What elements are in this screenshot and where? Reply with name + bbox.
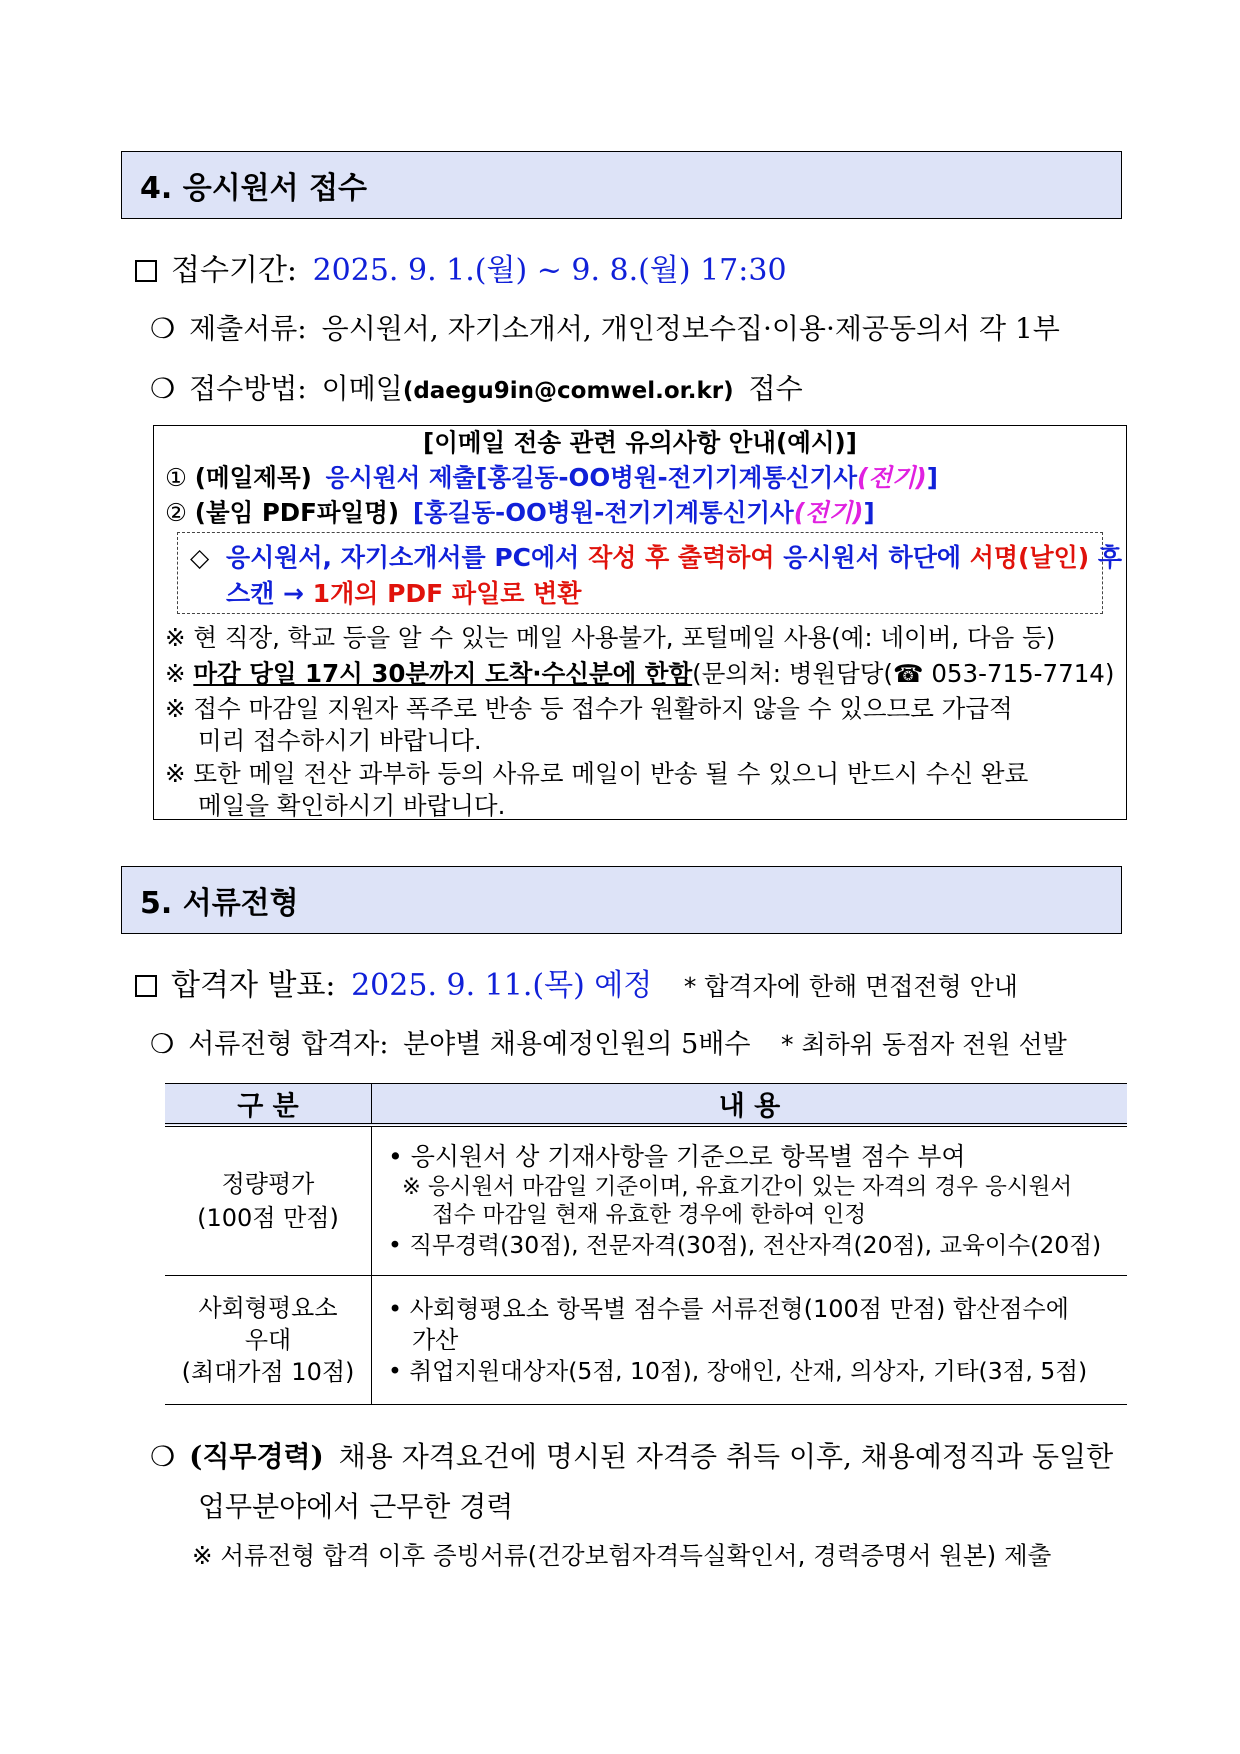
notice-note-4b: 메일을 확인하시기 바랍니다. (198, 791, 506, 820)
row2-cat-b: 우대 (244, 1326, 292, 1354)
notice-note-1: ※ 현 직장, 학교 등을 알 수 있는 메일 사용불가, 포털메일 사용(예: 네이버, 다음 등) (165, 623, 1056, 652)
period-value: 2025. 9. 1.(월) ~ 9. 8.(월) 17:30 (312, 253, 787, 288)
row2-cat-a: 사회형평요소 (198, 1294, 338, 1322)
docs-value: 응시원서, 자기소개서, 개인정보수집·이용·제공동의서 각 1부 (321, 312, 1060, 345)
table-row (165, 1125, 1127, 1276)
notice-title: [이메일 전송 관련 유의사항 안내(예시)] (423, 428, 857, 457)
announce-value: 2025. 9. 11.(목) 예정 (351, 968, 653, 1003)
item2-num: ② (165, 498, 187, 527)
circle-bullet-icon: ❍ (150, 1029, 175, 1060)
method-value: 이메일 (321, 372, 403, 405)
item2-end: ] (863, 498, 875, 527)
row1-l2: ※ 응시원서 마감일 기준이며, 유효기간이 있는 자격의 경우 응시원서 (402, 1174, 1073, 1200)
item2-value: [홍길동-OO병원-전기기계통신기사 (412, 498, 794, 527)
row1-cat-a: 정량평가 (221, 1170, 315, 1198)
circle-bullet-icon: ❍ (150, 372, 176, 405)
announce-label: 합격자 발표: (171, 968, 336, 1003)
row1-content (372, 1125, 1128, 1276)
item1-label: (메일제목) (194, 463, 312, 492)
pass-row (150, 1022, 1067, 1061)
announce-note: * 합격자에 한해 면접전형 안내 (683, 972, 1018, 1001)
period-label: 접수기간 (171, 253, 287, 288)
career-label: (직무경력) (189, 1440, 324, 1473)
pass-label: 서류전형 합격자: (188, 1029, 389, 1060)
section-5-title: 5. 서류전형 (140, 886, 299, 921)
section-4-title: 4. 응시원서 접수 (140, 171, 368, 206)
announce-row (135, 960, 1018, 1004)
inner-a: 응시원서, 자기소개서를 PC에서 (225, 543, 580, 572)
period-row (135, 245, 787, 289)
row2-l1: • 사회형평요소 항목별 점수를 서류전형(100점 만점) 합산점수에 (388, 1294, 1069, 1323)
pass-value: 분야별 채용예정인원의 5배수 (403, 1029, 751, 1060)
inner-g: 1개의 PDF 파일로 변환 (312, 579, 582, 608)
row2-l2: 가산 (412, 1325, 459, 1354)
note2-rest-a: (문의처: 병원담당( (692, 659, 893, 688)
row1-l3: 접수 마감일 현재 유효한 경우에 한하여 인정 (432, 1202, 867, 1228)
circle-bullet-icon: ❍ (150, 312, 176, 345)
row1-cat-b: (100점 만점) (197, 1204, 339, 1232)
note2-rest-b: 053-715-7714) (931, 659, 1115, 688)
row2-l3: • 취업지원대상자(5점, 10점), 장애인, 산재, 의상자, 기타(3점, 5점) (388, 1356, 1088, 1385)
diamond-icon: ◇ (190, 543, 210, 572)
row1-l1: • 응시원서 상 기재사항을 기준으로 항목별 점수 부여 (388, 1142, 966, 1171)
career-note: ※ 서류전형 합격 이후 증빙서류(건강보험자격득실확인서, 경력증명서 원본) 제출 (192, 1541, 1052, 1570)
circle-bullet-icon: ❍ (150, 1440, 176, 1473)
notice-item-1 (165, 459, 938, 494)
section-5-heading (121, 866, 1122, 934)
docs-label: 제출서류: (189, 312, 307, 345)
notice-note-3a: ※ 접수 마감일 지원자 폭주로 반송 등 접수가 원활하지 않을 수 있으므로 가급적 (165, 694, 1013, 723)
inner-c: 응시원서 하단에 (783, 543, 962, 572)
item1-num: ① (165, 463, 187, 492)
notice-note-3b: 미리 접수하시기 바랍니다. (198, 726, 482, 755)
career-a: 채용 자격요건에 명시된 자격증 취득 이후, 채용예정직과 동일한 (338, 1440, 1114, 1473)
inner-d: 서명(날인) (969, 543, 1090, 572)
row1-l4: • 직무경력(30점), 전문자격(30점), 전산자격(20점), 교육이수(20점) (388, 1231, 1102, 1259)
evaluation-table (165, 1083, 1127, 1405)
career-row (150, 1435, 1113, 1475)
notice-note-2 (165, 655, 1114, 690)
table-row (165, 1276, 1127, 1405)
row2-content (372, 1276, 1128, 1405)
pass-note: * 최하위 동점자 전원 선발 (781, 1030, 1067, 1059)
inner-b: 작성 후 출력하여 (588, 543, 775, 572)
item1-tag: (전기) (857, 463, 927, 492)
method-row (150, 367, 803, 407)
notice-item-2 (165, 494, 875, 529)
inner-line-1 (190, 538, 1122, 574)
row2-cat-c: (최대가점 10점) (181, 1358, 355, 1386)
item1-value: 응시원서 제출[홍길동-OO병원-전기기계통신기사 (325, 463, 858, 492)
inner-line-2 (226, 574, 581, 610)
method-label: 접수방법: (189, 372, 307, 405)
item1-end: ] (926, 463, 938, 492)
table-col-category: 구 분 (165, 1084, 372, 1126)
item2-tag: (전기) (793, 498, 864, 527)
section-4-heading (121, 151, 1122, 219)
note2-mark: ※ (165, 659, 186, 688)
period-sep: : (286, 253, 298, 288)
table-header-row (165, 1084, 1127, 1126)
method-post: 접수 (748, 372, 803, 405)
method-email[interactable]: (daegu9in@comwel.or.kr) (402, 378, 734, 404)
item2-label: (붙임 PDF파일명) (194, 498, 400, 527)
inner-f: 스캔 → (226, 579, 304, 608)
career-b: 업무분야에서 근무한 경력 (198, 1490, 514, 1523)
row1-category (165, 1125, 372, 1276)
phone-icon: ☎ (892, 659, 924, 688)
docs-row (150, 307, 1060, 347)
checkbox-square-icon (135, 260, 157, 282)
checkbox-square-icon (135, 975, 157, 997)
inner-e: 후 (1097, 543, 1123, 572)
note2-bold: 마감 당일 17시 30분까지 도착·수신분에 한함 (193, 659, 693, 688)
row2-category (165, 1276, 372, 1405)
notice-note-4a: ※ 또한 메일 전산 과부하 등의 사유로 메일이 반송 될 수 있으니 반드시 수신 완료 (165, 759, 1029, 788)
table-col-content: 내 용 (372, 1084, 1128, 1126)
